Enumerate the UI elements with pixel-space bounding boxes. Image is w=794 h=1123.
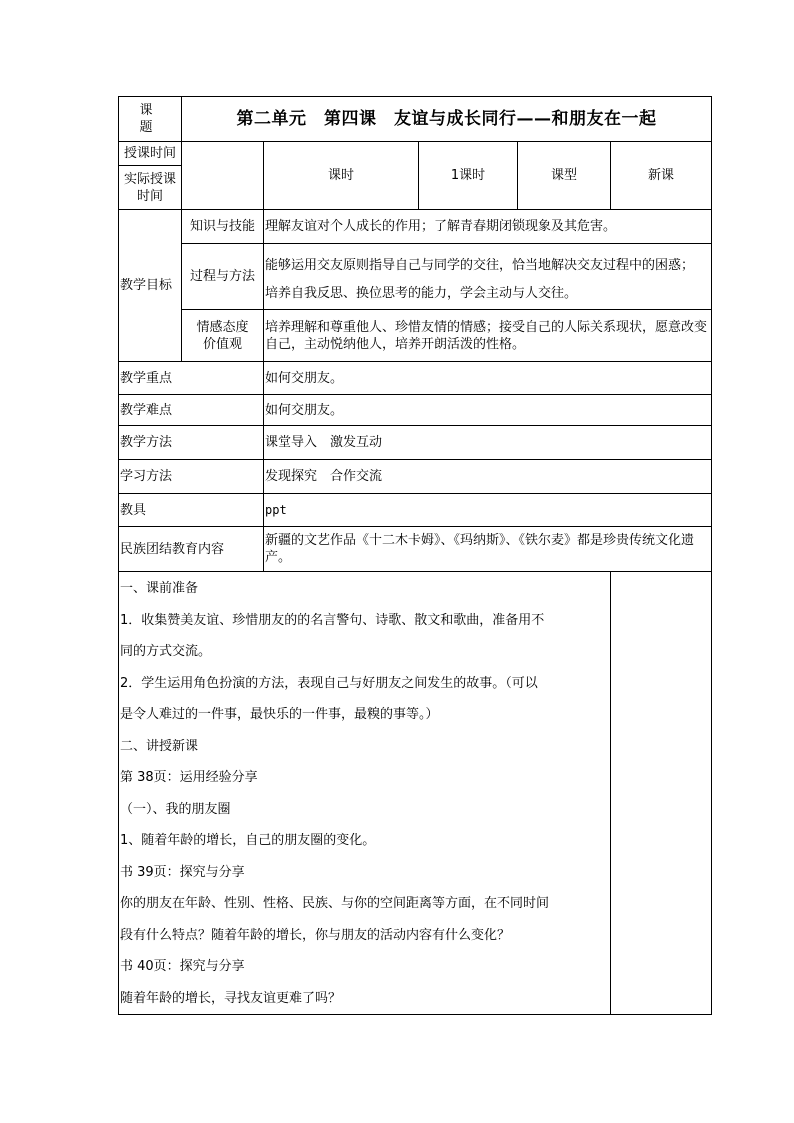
process-text [264,244,712,310]
difficulty-row [119,395,712,426]
process-label: 过程与方法 [182,244,264,310]
content-line: 二、讲授新课 [120,738,199,754]
learn-method-label: 学习方法 [119,460,264,494]
lesson-plan-table [118,96,712,1015]
difficulty-value: 如何交朋友。 [264,395,712,426]
content-line: 是令人难过的一件事，最快乐的一件事，最糗的事等。） [120,707,439,722]
hours-value: 1课时 [419,142,518,210]
teach-time-label: 授课时间 [119,142,182,166]
key-point-row [119,362,712,395]
type-label: 课型 [518,142,611,210]
hours-label: 课时 [264,142,419,210]
method-row [119,426,712,460]
key-point-label: 教学重点 [119,362,264,395]
emotion-text: 培养理解和尊重他人、珍惜友情的情感；接受自己的人际关系现状，愿意改变自己，主动悦纳他人，培养开朗活泼的性格。 [264,310,712,362]
schedule-row-1 [119,142,712,166]
objectives-label: 教学目标 [119,210,182,362]
tools-row [119,494,712,527]
content-row [119,572,712,1015]
lesson-content [119,572,611,1015]
actual-time-label: 实际授课时间 [119,166,182,210]
content-line: 书 39页：探究与分享 [120,864,245,880]
content-line: 2．学生运用角色扮演的方法，表现自己与好朋友之间发生的故事。（可以 [120,675,538,691]
ethnic-label: 民族团结教育内容 [119,527,264,572]
content-line: 随着年龄的增长，寻找友谊更难了吗？ [120,990,342,1006]
notes-column [611,572,712,1015]
content-line: 1．收集赞美友谊、珍惜朋友的的名言警句、诗歌、散文和歌曲，准备用不 [120,612,545,628]
process-line-2: 培养自我反思、换位思考的能力，学会主动与人交往。 [265,285,578,301]
objective-emotion-row [119,310,712,362]
key-point-value: 如何交朋友。 [264,362,712,395]
emotion-label-line-2: 价值观 [202,336,242,352]
method-label: 教学方法 [119,426,264,460]
content-line: 书 40页：探究与分享 [120,959,245,974]
emotion-label [182,310,264,362]
content-line: 你的朋友在年龄、性别、性格、民族、与你的空间距离等方面，在不同时间 [120,896,550,911]
difficulty-label: 教学难点 [119,395,264,426]
learn-method-row [119,460,712,494]
process-line-1: 能够运用交友原则指导自己与同学的交往，恰当地解决交友过程中的困惑； [265,257,695,273]
ethnic-row [119,527,712,572]
teach-time-value [182,142,264,210]
content-line: 段有什么特点？随着年龄的增长，你与朋友的活动内容有什么变化？ [120,927,511,943]
lesson-title: 第二单元 第四课 友谊与成长同行——和朋友在一起 [182,97,712,142]
content-line: 第 38页：运用经验分享 [120,770,258,785]
method-value: 课堂导入 激发互动 [264,426,712,460]
type-value: 新课 [611,142,712,210]
objective-process-row [119,244,712,310]
content-line: 1、随着年龄的增长，自己的朋友圈的变化。 [120,833,376,848]
tools-label: 教具 [119,494,264,527]
learn-method-value: 发现探究 合作交流 [264,460,712,494]
content-line: 同的方式交流。 [120,644,212,659]
knowledge-text: 理解友谊对个人成长的作用；了解青春期闭锁现象及其危害。 [264,210,712,244]
topic-label: 课 题 [119,97,182,142]
emotion-label-line-1: 情感态度 [196,319,249,335]
ethnic-value: 新疆的文艺作品《十二木卡姆》、《玛纳斯》、《铁尔麦》都是珍贵传统文化遗产。 [264,527,712,572]
tools-value: ppt [264,494,712,527]
title-row [119,97,712,142]
objective-knowledge-row [119,210,712,244]
knowledge-label: 知识与技能 [182,210,264,244]
content-line: 一、课前准备 [120,581,199,596]
content-line: （一）、我的朋友圈 [120,801,231,817]
